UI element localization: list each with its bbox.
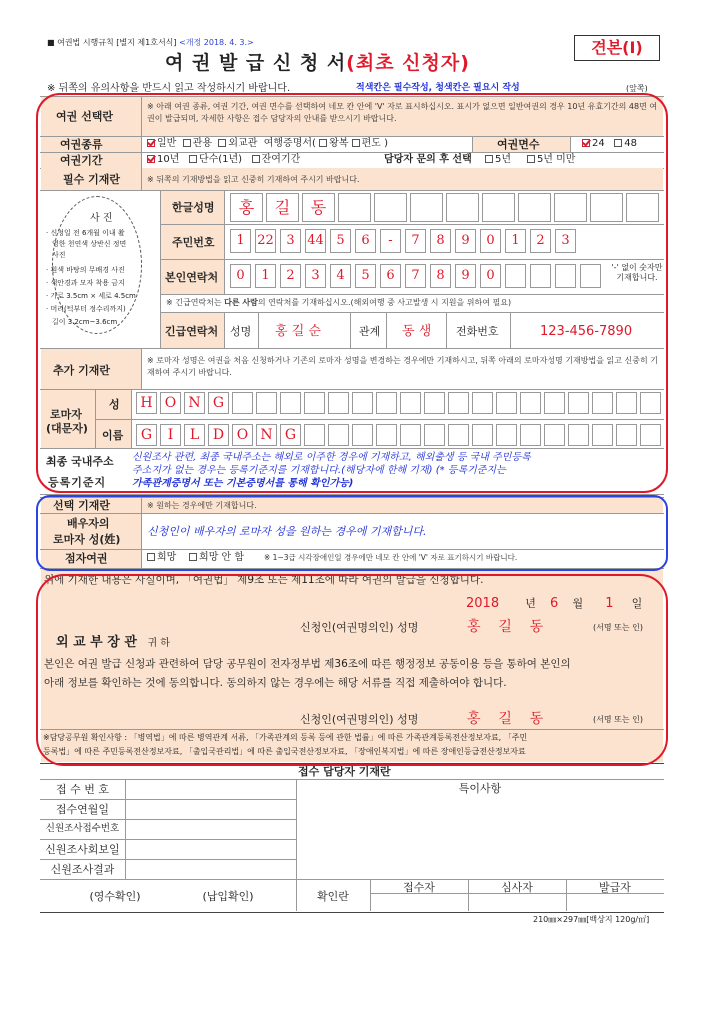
- surname-cell[interactable]: [496, 392, 517, 414]
- given-name-cell[interactable]: I: [160, 424, 181, 446]
- consult-label: 담당자 문의 후 선택: [384, 154, 472, 165]
- notice-text: ※ 뒤쪽의 유의사항을 반드시 읽고 작성하시기 바랍니다.: [47, 83, 291, 94]
- office-row-receipt-no: 접 수 번 호: [56, 783, 109, 796]
- resident-number-cell[interactable]: 2: [530, 229, 551, 253]
- resident-number-cell[interactable]: 3: [555, 229, 576, 253]
- sign-hint-2: (서명 또는 인): [593, 715, 643, 724]
- spouse-note[interactable]: 신청인이 배우자의 로마자 성을 원하는 경우에 기재합니다.: [147, 525, 427, 538]
- passport-period-label: 여권기간: [60, 154, 103, 167]
- form-title-main: 여 권 발 급 신 청 서: [165, 52, 347, 74]
- office-confirm-label: 확인란: [317, 890, 349, 903]
- korean-name-cell[interactable]: 동: [302, 193, 335, 222]
- page-side: (앞쪽): [626, 84, 648, 93]
- contact-number-cell[interactable]: [505, 264, 526, 288]
- emergency-label: 긴급연락처: [165, 325, 219, 338]
- given-name-cell[interactable]: [568, 424, 589, 446]
- given-name-cell[interactable]: D: [208, 424, 229, 446]
- contact-number-cell[interactable]: 5: [355, 264, 376, 288]
- pages-24-checkbox[interactable]: [582, 139, 590, 147]
- given-name-cell[interactable]: G: [136, 424, 157, 446]
- selection-label: 여권 선택란: [56, 110, 113, 123]
- declaration-date: 2018 년 6 월 1 일: [466, 596, 643, 611]
- resident-number-cell[interactable]: -: [380, 229, 401, 253]
- pages-48-checkbox[interactable]: [614, 139, 622, 147]
- given-name-cell[interactable]: [448, 424, 469, 446]
- emergency-phone-label: 전화번호: [456, 325, 499, 338]
- contact-number-cell[interactable]: 9: [455, 264, 476, 288]
- surname-cell[interactable]: [328, 392, 349, 414]
- emergency-name-label: 성명: [230, 325, 252, 338]
- contact-number-cell[interactable]: 6: [380, 264, 401, 288]
- given-name-cell[interactable]: [400, 424, 421, 446]
- officer-note-2: 등록법」에 따른 주민등록전산정보자료, 「출입국관리법」에 따른 출입국전산정보자료, 「장애인복지법」에 따른 장애인등급전산정보자료: [43, 747, 526, 756]
- sample-badge-text: 견본(I): [591, 38, 643, 57]
- surname-cell[interactable]: [376, 392, 397, 414]
- consent-line-1: 본인은 여권 발급 신청과 관련하여 담당 공무원이 전자정부법 제36조에 따른 행정정보 공동이용 등을 통하여 본인의: [44, 658, 571, 670]
- regulation-line: [47, 39, 254, 47]
- optional-label: 선택 기재란: [53, 499, 110, 512]
- roman-label-caps: (대문자): [46, 422, 88, 435]
- revision-date: <개정 2018. 4. 3.>: [179, 38, 254, 47]
- photo-title: 사 진: [90, 213, 113, 224]
- contact-number-cell[interactable]: 1: [255, 264, 276, 288]
- sign-hint-1: (서명 또는 인): [593, 623, 643, 632]
- given-name-cell[interactable]: [592, 424, 613, 446]
- braille-no-checkbox[interactable]: [189, 553, 197, 561]
- resident-number-cell[interactable]: 1: [505, 229, 526, 253]
- resident-number-cell[interactable]: 7: [405, 229, 426, 253]
- surname-cell[interactable]: [352, 392, 373, 414]
- given-name-cell[interactable]: G: [280, 424, 301, 446]
- braille-yes-checkbox[interactable]: [147, 553, 155, 561]
- period-5y-checkbox[interactable]: [485, 155, 493, 163]
- form-title-sub: (최초 신청자): [346, 52, 470, 74]
- passport-pages-label: 여권면수: [497, 138, 540, 151]
- given-name-cell[interactable]: [616, 424, 637, 446]
- day-value[interactable]: 1: [605, 596, 614, 611]
- office-receipt-confirm: (영수확인): [89, 890, 141, 903]
- surname-cell[interactable]: [544, 392, 565, 414]
- contact-number-cell[interactable]: 0: [480, 264, 501, 288]
- resident-label: 주민번호: [172, 236, 215, 249]
- contact-number-cell[interactable]: 2: [280, 264, 301, 288]
- surname-cell[interactable]: H: [136, 392, 157, 414]
- type-official-checkbox[interactable]: [183, 139, 191, 147]
- surname-cell[interactable]: [592, 392, 613, 414]
- given-name-cell[interactable]: [496, 424, 517, 446]
- contact-number-cell[interactable]: [580, 264, 601, 288]
- form-title: [165, 54, 470, 73]
- additional-label: 추가 기재란: [53, 364, 110, 377]
- additional-note: ※ 로마자 성명은 여권을 처음 신청하거나 기존의 로마자 성명을 변경하는 경우에만 기재하시고, 뒤쪽 아래의 로마자성명 기재방법을 읽고 신중히 기재하여 주시기 바랍니다.: [147, 356, 658, 377]
- address-note: 신원조사 관련, 최종 국내주소는 해외로 이주한 경우에 기재하고, 해외출생 등 국내 주민등록 주소지가 없는 경우는 등록기준지를 기재합니다.(해당자에 한해 기재) (* 등록기준지는 가족관계증명서 또는 기본증명서를 통해 확인가능): [132, 452, 531, 489]
- final-address-label: 최종 국내주소: [46, 455, 114, 468]
- given-name-cell[interactable]: [544, 424, 565, 446]
- surname-cell[interactable]: [424, 392, 445, 414]
- emergency-name[interactable]: 홍 길 순: [275, 324, 321, 339]
- surname-cell[interactable]: O: [160, 392, 181, 414]
- contact-label: 본인연락처: [165, 271, 219, 284]
- resident-number-cell[interactable]: 8: [430, 229, 451, 253]
- contact-number-cell[interactable]: 7: [405, 264, 426, 288]
- required-label: 필수 기재란: [63, 173, 120, 186]
- sample-badge: [574, 35, 660, 61]
- period-extra-options: 5년 5년 미만: [485, 155, 575, 165]
- given-name-cell[interactable]: [328, 424, 349, 446]
- contact-number-cell[interactable]: [530, 264, 551, 288]
- signer-name-1[interactable]: 홍 길 동: [467, 619, 544, 635]
- braille-note: ※ 1~3급 시각장애인일 경우에만 네모 칸 안에 'V' 자로 표기하시기 바랍니다.: [264, 553, 518, 562]
- office-title: 접수 담당자 기재란: [298, 765, 391, 778]
- signer-label-2: 신청인(여권명의인) 성명: [300, 713, 419, 726]
- given-name-cell[interactable]: O: [232, 424, 253, 446]
- resident-number-cell[interactable]: 3: [280, 229, 301, 253]
- given-name-cell[interactable]: [520, 424, 541, 446]
- spouse-label: 배우자의: [67, 517, 110, 530]
- korean-name-cell[interactable]: [446, 193, 479, 222]
- type-oneway-checkbox[interactable]: [352, 139, 360, 147]
- korean-name-cell[interactable]: [590, 193, 623, 222]
- given-name-cell[interactable]: L: [184, 424, 205, 446]
- given-name-cell[interactable]: N: [256, 424, 277, 446]
- contact-number-cell[interactable]: 4: [330, 264, 351, 288]
- office-row-receipt-date: 접수연월일: [55, 803, 110, 816]
- resident-number-cell[interactable]: 6: [355, 229, 376, 253]
- resident-number-cell[interactable]: 0: [480, 229, 501, 253]
- surname-cell[interactable]: [232, 392, 253, 414]
- given-name-label: 이름: [102, 429, 124, 442]
- office-row-check-result: 신원조사결과: [50, 863, 115, 876]
- type-roundtrip-checkbox[interactable]: [319, 139, 327, 147]
- passport-pages-options: 24 48: [582, 139, 637, 149]
- recipient: 외 교 부 장 관 귀 하: [56, 635, 170, 650]
- surname-cell[interactable]: [448, 392, 469, 414]
- contact-number-cell[interactable]: 0: [230, 264, 251, 288]
- signer-label-1: 신청인(여권명의인) 성명: [300, 621, 419, 634]
- emergency-relation-label: 관계: [359, 325, 381, 338]
- surname-cell[interactable]: [520, 392, 541, 414]
- surname-label: 성: [109, 398, 120, 411]
- contact-hint: '-' 없이 숫자만 기재합니다.: [611, 263, 663, 282]
- given-name-cell[interactable]: [472, 424, 493, 446]
- korean-name-label: 한글성명: [172, 201, 215, 214]
- period-under5y-checkbox[interactable]: [527, 155, 535, 163]
- registry-label: 등록기준지: [48, 476, 107, 489]
- surname-cell[interactable]: G: [208, 392, 229, 414]
- korean-name-cell[interactable]: [374, 193, 407, 222]
- photo-placeholder[interactable]: 사 진 · 신청일 전 6개월 이내 촬 영한 천연색 상반신 정면 사진 · 흰색 바탕의 무배경 사진 · 색안경과 모자 착용 금지 · 가로 3.5cm × 세로 4.5cm · 머리(턱부터 정수리까지) 길이 3.2cm~3.6cm: [44, 192, 158, 346]
- period-remaining-checkbox[interactable]: [252, 155, 260, 163]
- emergency-phone[interactable]: 123-456-7890: [540, 324, 633, 339]
- paper-spec: 210㎜×297㎜[백상지 120g/㎡]: [533, 915, 650, 924]
- surname-cell[interactable]: [400, 392, 421, 414]
- office-row-check-no: 신원조사접수번호: [45, 823, 120, 834]
- office-remarks: 특이사항: [458, 782, 502, 795]
- regulation-prefix: ■ 여권법 시행규칙 [별지 제1호서식]: [47, 38, 177, 47]
- period-single-checkbox[interactable]: [189, 155, 197, 163]
- passport-type-label: 여권종류: [60, 138, 103, 151]
- required-note: ※ 뒤쪽의 기재방법을 읽고 신중히 기재하여 주시기 바랍니다.: [147, 175, 360, 184]
- surname-cell[interactable]: [472, 392, 493, 414]
- spouse-label-2: 로마자 성(姓): [53, 533, 121, 546]
- officer-note-1: ※담당공무원 확인사항 : 「병역법」에 따른 병역관계 서류, 「가족관계의 등록 등에 관한 법률」에 따른 가족관계등록전산정보자료, 「주민: [43, 733, 528, 742]
- emergency-relation[interactable]: 동 생: [402, 324, 432, 339]
- consent-line-2: 아래 정보를 확인하는 것에 동의합니다. 동의하지 않는 경우에는 해당 서류를 직접 제출하여야 합니다.: [44, 677, 507, 689]
- korean-name-cell[interactable]: [626, 193, 659, 222]
- braille-options: 희망 희망 안 함: [147, 553, 244, 563]
- korean-name-cell[interactable]: [518, 193, 551, 222]
- surname-cell[interactable]: [640, 392, 661, 414]
- optional-note: ※ 원하는 경우에만 기재합니다.: [147, 501, 257, 510]
- emergency-note: ※ 긴급연락처는 다른 사람의 연락처를 기재하십시오.(해외여행 중 사고발생 시 지원을 위하여 필요): [166, 298, 512, 307]
- surname-cell[interactable]: [568, 392, 589, 414]
- korean-name-cell[interactable]: [554, 193, 587, 222]
- period-10y-checkbox[interactable]: [147, 155, 155, 163]
- month-value[interactable]: 6: [550, 596, 559, 611]
- resident-number-cell[interactable]: 9: [455, 229, 476, 253]
- surname-cell[interactable]: [280, 392, 301, 414]
- given-name-cell[interactable]: [376, 424, 397, 446]
- contact-number-cell[interactable]: [555, 264, 576, 288]
- declaration-statement: 위에 기재한 내용은 사실이며, 「여권법」 제9조 또는 제11조에 따라 여권의 발급을 신청합니다.: [44, 574, 484, 586]
- contact-number-cell[interactable]: 8: [430, 264, 451, 288]
- selection-instruction: ※ 아래 여권 종류, 여권 기간, 여권 면수를 선택하여 네모 칸 안에 'V' 자로 표시하십시오. 표시가 없으면 일반여권의 경우 10년 유효기간의 48면 여권이 발급되며, 자세한 사항은 접수 담당자의 안내를 받으시기 바랍니다.: [147, 102, 658, 123]
- korean-name-cell[interactable]: [338, 193, 371, 222]
- resident-number-cell[interactable]: 1: [230, 229, 251, 253]
- surname-cell[interactable]: N: [184, 392, 205, 414]
- given-name-cell[interactable]: [640, 424, 661, 446]
- office-role-receiver: 접수자: [403, 881, 435, 894]
- office-payment-confirm: (납입확인): [202, 890, 254, 903]
- office-role-issuer: 발급자: [599, 881, 631, 894]
- surname-cell[interactable]: [616, 392, 637, 414]
- surname-cell[interactable]: [256, 392, 277, 414]
- contact-number-cell[interactable]: 3: [305, 264, 326, 288]
- type-diplomat-checkbox[interactable]: [218, 139, 226, 147]
- given-name-cell[interactable]: [304, 424, 325, 446]
- year-value[interactable]: 2018: [466, 596, 500, 611]
- resident-number-cell[interactable]: 44: [305, 229, 326, 253]
- korean-name-cell[interactable]: 홍: [230, 193, 263, 222]
- office-row-check-reply: 신원조사회보일: [45, 843, 120, 856]
- passport-type-options: 일반 관용 외교관 여행증명서( 왕복 편도 ): [147, 139, 388, 149]
- braille-label: 점자여권: [65, 552, 108, 565]
- korean-name-cell[interactable]: [410, 193, 443, 222]
- surname-cell[interactable]: [304, 392, 325, 414]
- korean-name-cell[interactable]: [482, 193, 515, 222]
- roman-label: 로마자: [50, 408, 82, 421]
- type-general-checkbox[interactable]: [147, 139, 155, 147]
- given-name-cell[interactable]: [424, 424, 445, 446]
- korean-name-cell[interactable]: 길: [266, 193, 299, 222]
- resident-number-cell[interactable]: 22: [255, 229, 276, 253]
- office-role-reviewer: 심사자: [501, 881, 533, 894]
- resident-number-cell[interactable]: 5: [330, 229, 351, 253]
- required-hint: 적색칸은 필수작성, 청색칸은 필요시 작성: [356, 83, 520, 93]
- given-name-cell[interactable]: [352, 424, 373, 446]
- passport-period-options: 10년 단수(1년) 잔여기간: [147, 155, 300, 165]
- signer-name-2[interactable]: 홍 길 동: [467, 711, 544, 727]
